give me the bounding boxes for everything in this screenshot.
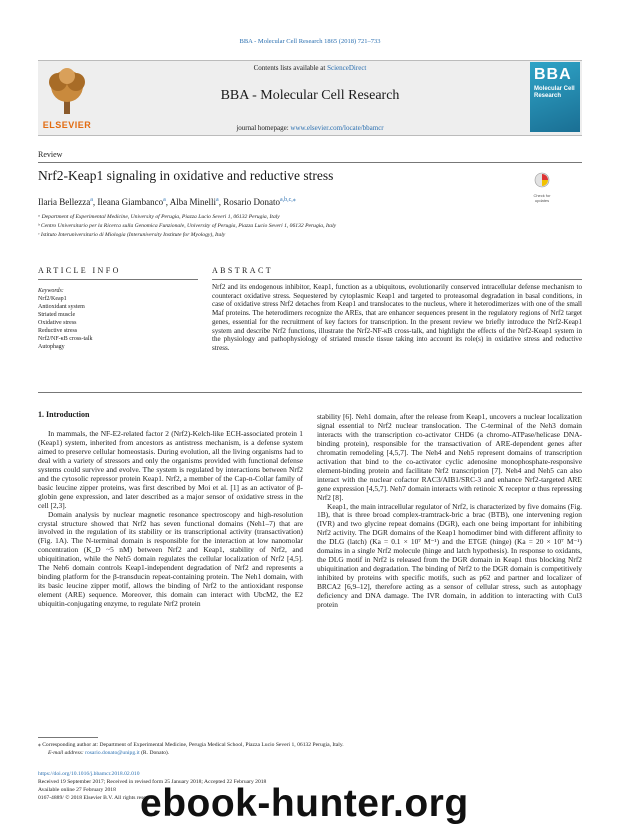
keyword: Antioxidant system <box>38 304 85 310</box>
email-suffix: (R. Donato). <box>141 750 170 756</box>
watermark: ebook-hunter.org <box>140 782 469 825</box>
divider <box>38 392 582 393</box>
body-paragraph: Domain analysis by nuclear magnetic resonance spectroscopy and high-resolution crystal structure showed that Nrf2 has seven functional domains (Neh1–7) that are involved in the regulation of its stability or its transcriptional activity (transactivation) (Fig. 1A). The N-terminal domain is responsible for the interaction at low nanomolar concentration (K_D ~5 nM) between Nrf2 and Keap1, stability of Nrf2, and ubiquitination, while the Neh5 domain regulates the cellular localization of Nrf2 [4,5]. The Neh6 domain controls Keap1-independent degradation of Nrf2 and represents a binding platform for the β-transducin repeat-containing protein. The Neh1 domain, with its basic leucine zipper motif, allows the binding of Nrf2 to the antioxidant response element (ARE) sequence. Moreover, this domain can interact with UbcM2, the E2 ubiquitin-conjugating enzyme, to regulate Nrf2 protein <box>38 509 303 609</box>
article-title: Nrf2-Keap1 signaling in oxidative and reductive stress <box>38 168 334 183</box>
section-heading: 1. Introduction <box>38 410 90 419</box>
author-name[interactable]: Ilaria Bellezza <box>38 197 91 207</box>
homepage-prefix: journal homepage: <box>236 124 289 132</box>
journal-reference[interactable]: BBA - Molecular Cell Research 1865 (2018) 721–733 <box>239 38 381 45</box>
available-online: Available online 27 February 2018 <box>38 787 116 793</box>
divider <box>38 162 582 163</box>
keyword: Nrf2/Keap1 <box>38 296 67 302</box>
corresponding-author-note: ⁎ Corresponding author at: Department of Experimental Medicine, Perugia Medical School, Piazza Lucio Severi 1, 06132 Perugia, Italy. <box>38 742 344 748</box>
author-list: Ilaria Bellezza$^a$, Ileana Giambanco$^a$, Alba Minelli$^a$, Rosario Donato$^{a,b,c,⁎}$ <box>38 197 296 207</box>
homepage-link[interactable]: www.elsevier.com/locate/bbamcr <box>290 124 384 132</box>
keyword: Oxidative stress <box>38 320 77 326</box>
footnote-divider <box>38 737 98 738</box>
body-paragraph: stability [6]. Neh1 domain, after the release from Keap1, uncovers a nuclear localization signal essential to Nrf2 nuclear translocation. The C-terminal of the Neh3 domain interacts with the transcription co-activator CHD6 (a chromo-ATPase/helicase DNA-binding protein), responsible for the transactivation of ARE-dependent genes after chromatin remodeling [4,5,7]. The Neh4 and Neh5 represent domains of transcription activation that bind to the co-activator cyclic adenosine monophosphate-responsive element-binding protein and facilitate Nrf2 transcription [7]. Neh4 and Neh5 can also interact with the nuclear cofactor RAC3/AIB1/SRC-3 and enhance Nrf2-targeted ARE gene expression [4,5,7]. Neh7 domain interacts with retinoic X receptor α thus repressing Nrf2 [8]. <box>317 412 582 502</box>
body-paragraph: In mammals, the NF-E2-related factor 2 (Nrf2)-Kelch-like ECH-associated protein 1 (Keap1) system, inherited from ancestors as antistress mechanism, is a defense system aimed to preserve cellular homeostasis. During evolution, all the living organisms had to deal with a variety of stressors and only the organisms provided with functional defense systems could survive and evolve. The system is regulated by interactions between Nrf2 and the cytosolic repressor protein Keap1. Nrf2, a member of the Cap-n-Collar family of basic leucine zipper proteins, was first described by Moi et al. [1] as an activator of β-globin gene expression, and later described as a major sensor of oxidative stress in the cell [2,3]. <box>38 429 303 510</box>
body-column-left <box>38 430 303 609</box>
contents-line <box>38 64 582 72</box>
email-line <box>48 750 169 756</box>
keyword: Reductive stress <box>38 328 78 334</box>
divider <box>212 279 582 280</box>
cover-subtitle: Molecular Cell Research <box>534 86 575 99</box>
body-paragraph: Keap1, the main intracellular regulator of Nrf2, is characterized by five domains (Fig. 1B), that is three broad complex-tramtrack-bric a brac (BTB), one intervening region (IVR) and two glycine repeat domains (DGR), each one being important for inhibiting Nrf2 activity. The DGR domains of the Keap1 homodimer bind with different affinity to the DLG (latch) (Ka = 0.1 × 10⁷ M⁻¹) and the ETGE (hinge) (Ka = 20 × 10⁷ M⁻¹) domains in a single Nrf2 molecule (hinge and latch hypothesis). In response to oxidants, the DLG motif in Nrf2 is released from the DGR domain in Keap1 thus blocking Nrf2 ubiquitination and degradation. The binding of Nrf2 to the DGR domain is competitively inhibited by proteins with specific motifs, such as p62 and partner and localizer of BRCA2 [6,9–12], therefore acting as a sensor of cellular stress, such as autophagy deficiency and DNA damage. The IVR domain, in addition to interacting with Cul3 protein <box>317 501 582 610</box>
abstract-heading: ABSTRACT <box>212 266 273 275</box>
body-column-right <box>317 413 582 610</box>
check-for-updates-button[interactable] <box>528 172 556 202</box>
publisher-logo-text: ELSEVIER <box>42 120 92 130</box>
journal-name: BBA - Molecular Cell Research <box>220 88 400 103</box>
author-affil-sup: a <box>216 197 219 203</box>
author-affil-sup: a <box>163 197 166 203</box>
abstract-paragraph: Nrf2 and its endogenous inhibitor, Keap1, function as a ubiquitous, evolutionarily conserved intracellular defense mechanism to counteract oxidative stress. Sequestered by cytoplasmic Keap1 and targeted to proteasomal degradation in basal conditions, in case of oxidative stress Nrf2 detaches from Keap1 and translocates to the nucleus, where it heterodimerizes with one of the small Maf proteins. The heterodimers recognize the AREs, that are enhancer sequences present in the regulatory regions of Nrf2 target genes, essential for the recruitment of key factors for transcription. In the present review we briefly introduce the Nrf2-Keap1 system and describe Nrf2 functions, illustrate the Nrf2-NF-κB cross-talk, and highlight the effects of the Nrf2-Keap1 system in the physiology and pathophysiology of striated muscle tissue taking into account its role(s) in oxidative stress and reductive stress. <box>212 283 582 352</box>
contents-prefix: Contents lists available at <box>253 64 326 72</box>
author-name[interactable]: Ileana Giambanco <box>97 197 164 207</box>
keyword: Striated muscle <box>38 312 76 318</box>
author-name[interactable]: Alba Minelli <box>169 197 217 207</box>
cover-title: BBA <box>534 66 572 83</box>
abstract-text <box>212 283 582 353</box>
author-name[interactable]: Rosario Donato <box>223 197 280 207</box>
email-label: E-mail address: <box>48 750 84 756</box>
affiliation: ᵃ Department of Experimental Medicine, University of Perugia, Piazza Lucio Severi 1, 06132 Perugia, Italy <box>38 214 280 220</box>
journal-homepage <box>38 124 582 132</box>
received-dates: Received 19 September 2017; Received in revised form 25 January 2018; Accepted 22 February 2018 <box>38 779 267 785</box>
email-link[interactable]: rosario.donato@unipg.it <box>85 750 140 756</box>
keywords-label: Keywords: <box>38 288 64 294</box>
sciencedirect-link[interactable]: ScienceDirect <box>327 64 367 72</box>
divider <box>38 279 198 280</box>
doi-link[interactable]: https://doi.org/10.1016/j.bbamcr.2018.02.010 <box>38 771 140 777</box>
check-updates-label: Check for updates <box>533 193 551 203</box>
article-type: Review <box>38 150 63 159</box>
keyword: Nrf2/NF-κB cross-talk <box>38 336 93 342</box>
author-affil-sup: a <box>90 197 93 203</box>
affiliation: ᶜ Istituto Interuniversitario di Miologia (Interuniversity Institute for Myology), Italy <box>38 232 226 238</box>
author-affil-sup: a,b,c,⁎ <box>279 197 296 203</box>
affiliation: ᵇ Centro Universitario per la Ricerca sulla Genomica Funzionale, University of Perugia, Piazza Lucio Severi 1, 06132 Perugia, Italy <box>38 223 337 229</box>
keyword: Autophagy <box>38 344 65 350</box>
check-updates-icon <box>534 172 550 188</box>
copyright: 0167-4889/ © 2018 Elsevier B.V. All rights reserved. <box>38 795 158 801</box>
journal-cover <box>530 62 580 132</box>
article-info-heading: ARTICLE INFO <box>38 266 121 275</box>
